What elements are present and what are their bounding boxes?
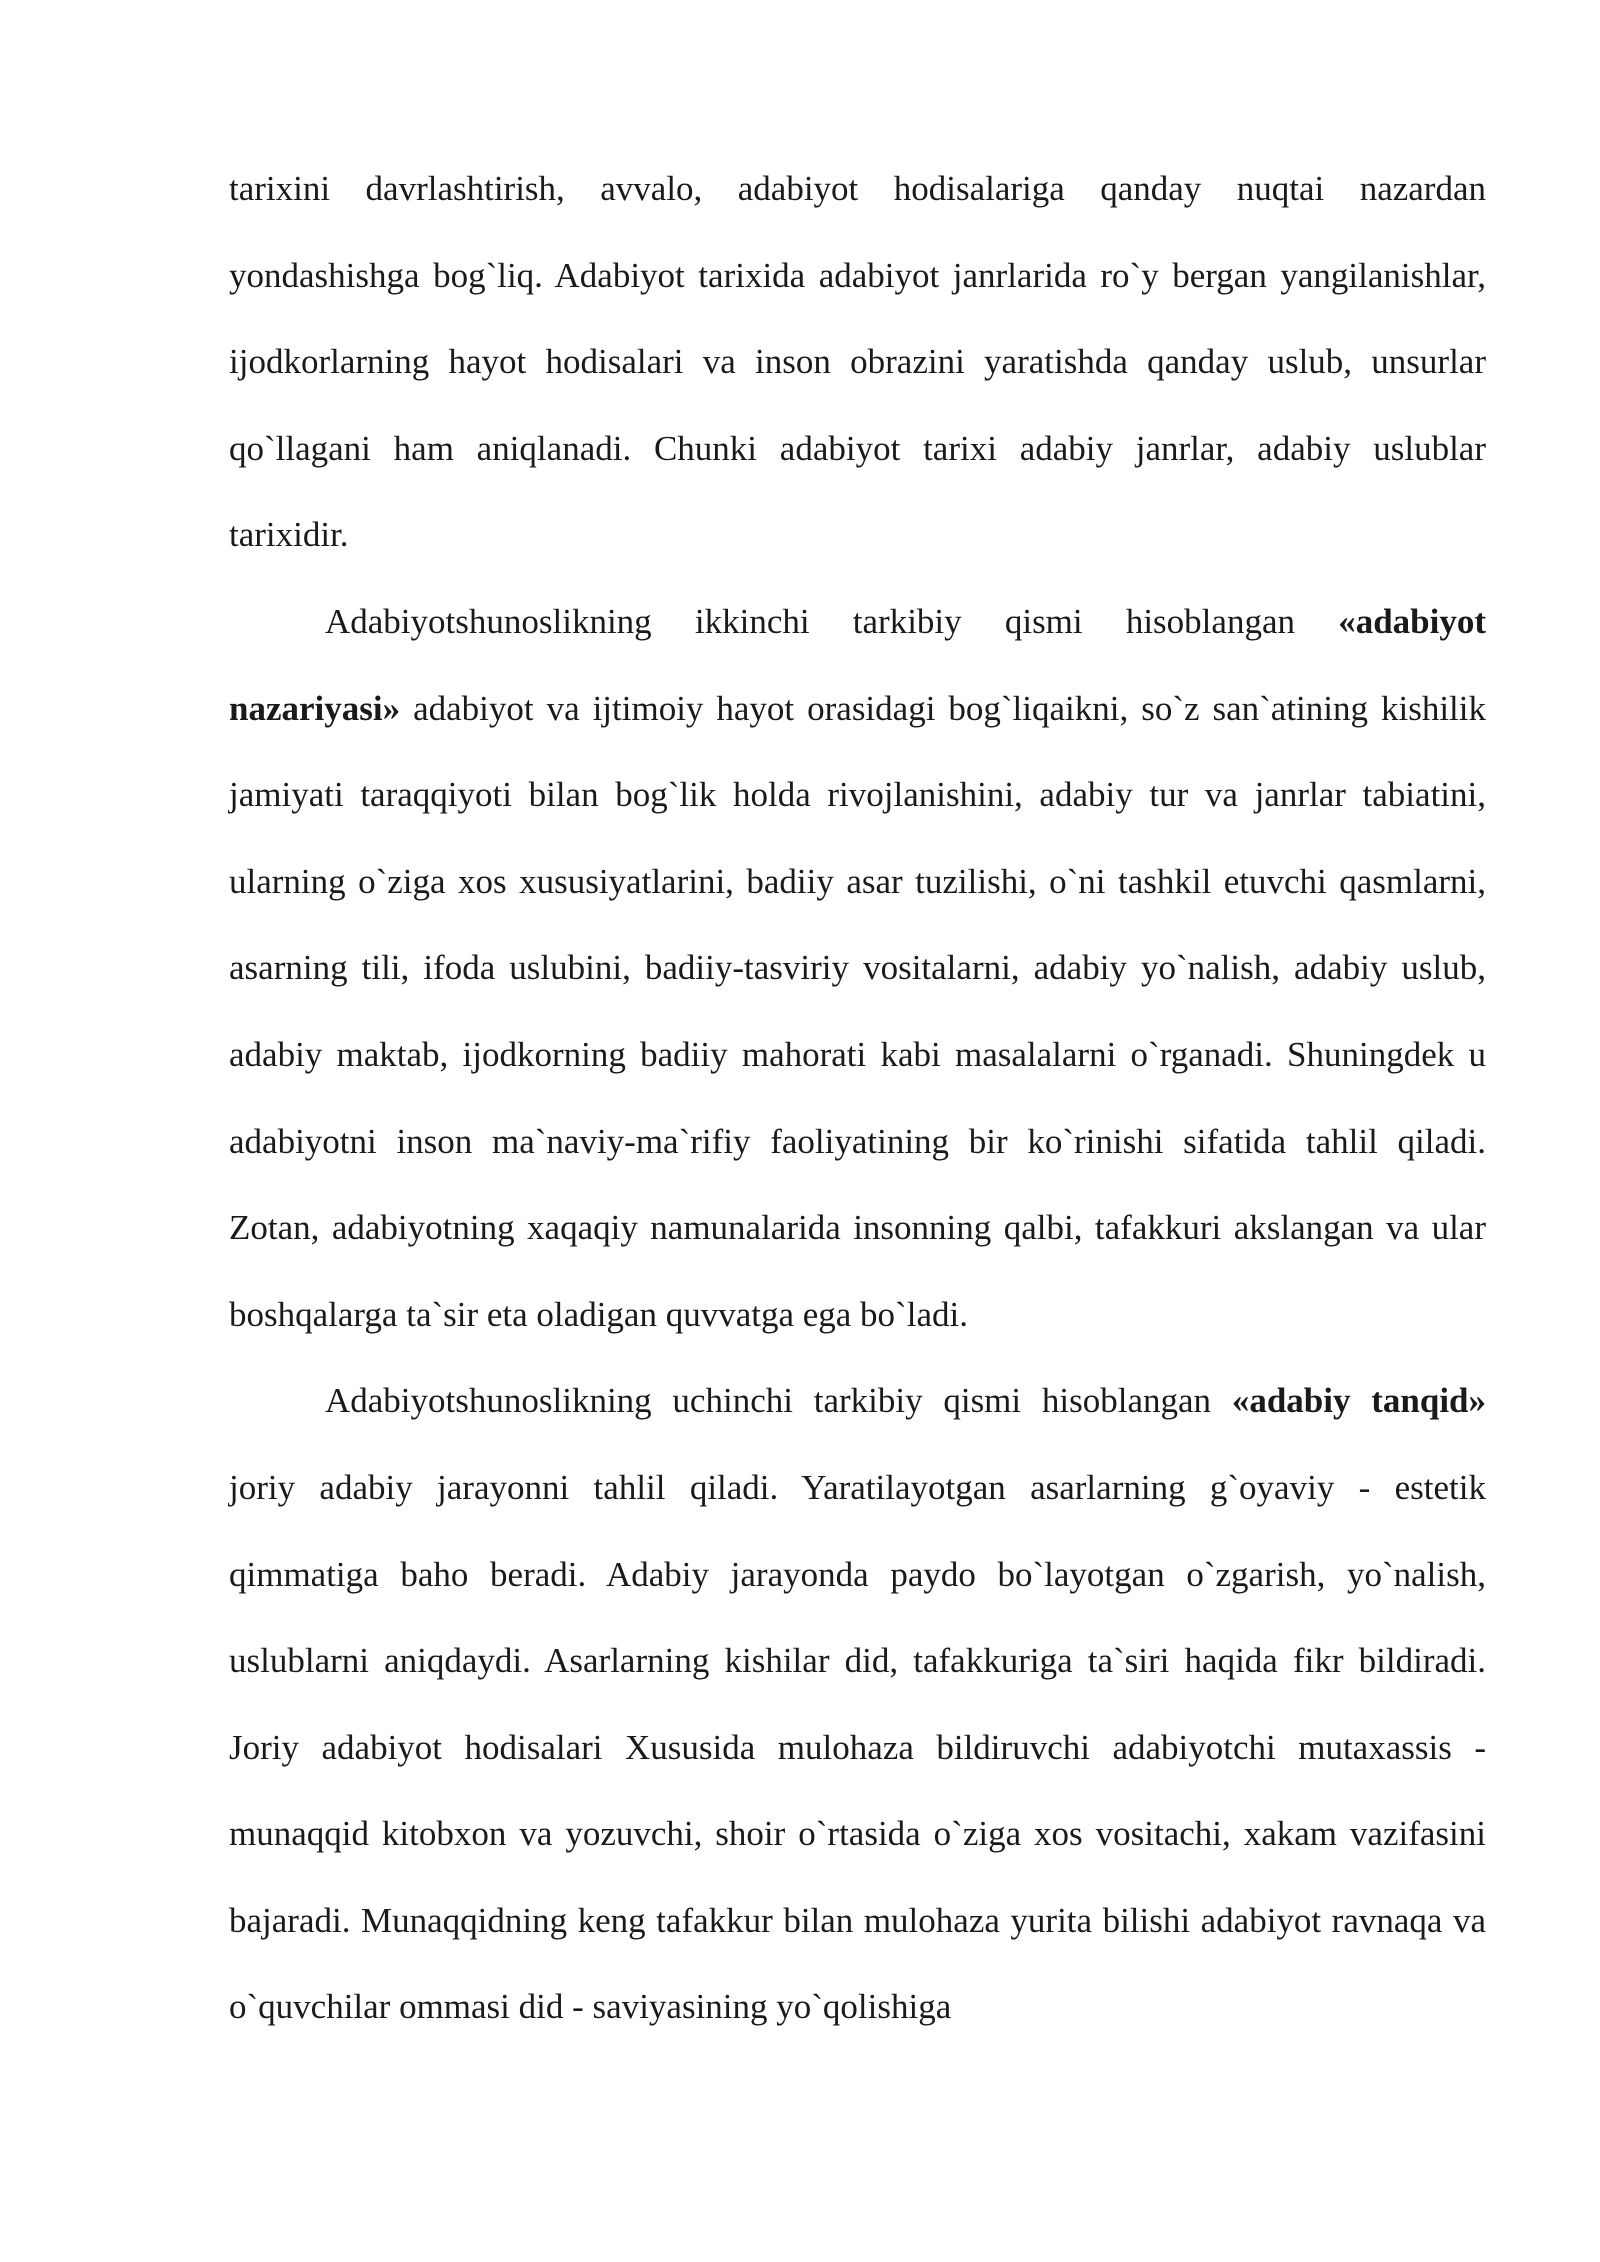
paragraph-1-text: tarixini davrlashtirish, avvalo, adabiyot hodisalariga qanday nuqtai nazardan yondashishga bog`liq. Adabiyot tarixida adabiyot janrlarida ro`y bergan yangilanishlar, ijodkorlarning hayot hodisalari va inson obrazini yaratishda qanday uslub, unsurlar qo`llagani ham aniqlanadi. Chunki adabiyot tarixi adabiy janrlar, adabiy uslublar tarixidir. [229, 169, 1486, 555]
term-adabiy-tanqid: «adabiy tanqid» [1231, 1381, 1487, 1421]
document-body [229, 146, 1486, 2051]
paragraph-2-body: adabiyot va ijtimoiy hayot orasidagi bog`liqaikni, so`z san`atining kishilik jamiyati taraqqiyoti bilan bog`lik holda rivojlanishini, adabiy tur va janrlar tabiatini, ularning o`ziga xos xususiyatlarini, badiiy asar tuzilishi, o`ni tashkil etuvchi qasmlarni, asarning tili, ifoda uslubini, badiiy-tasviriy vositalarni, adabiy yo`nalish, adabiy uslub, adabiy maktab, ijodkorning badiiy mahorati kabi masalalarni o`rganadi. Shuningdek u adabiyotni inson ma`naviy-ma`rifiy faoliyatining bir ko`rinishi sifatida tahlil qiladi. Zotan, adabiyotning xaqaqiy namunalarida insonning qalbi, tafakkuri akslangan va ular boshqalarga ta`sir eta oladigan quvvatga ega bo`ladi. [229, 688, 1486, 1334]
paragraph-3-body: joriy adabiy jarayonni tahlil qiladi. Yaratilayotgan asarlarning g`oyaviy - estetik qimmatiga baho beradi. Adabiy jarayonda paydo bo`layotgan o`zgarish, yo`nalish, uslublarni aniqdaydi. Asarlarning kishilar did, tafakkuriga ta`siri haqida fikr bildiradi. Joriy adabiyot hodisalari Xususida mulohaza bildiruvchi adabiyotchi mutaxassis - munaqqid kitobxon va yozuvchi, shoir o`rtasida o`ziga xos vositachi, xakam vazifasini bajaradi. Munaqqidning keng tafakkur bilan mulohaza yurita bilishi adabiyot ravnaqa va o`quvchilar ommasi did - saviyasining yo`qolishiga [229, 1467, 1486, 2027]
term-adabiyot-nazariyasi: «adabiyot nazariyasi» [229, 601, 1486, 728]
paragraph-1 [229, 146, 1486, 579]
paragraph-3-lead: Adabiyotshunoslikning uchinchi tarkibiy qismi hisoblangan [325, 1381, 1232, 1421]
paragraph-3 [229, 1358, 1486, 2051]
paragraph-2-lead: Adabiyotshunoslikning ikkinchi tarkibiy qismi hisoblangan [325, 601, 1339, 641]
paragraph-2 [229, 579, 1486, 1358]
